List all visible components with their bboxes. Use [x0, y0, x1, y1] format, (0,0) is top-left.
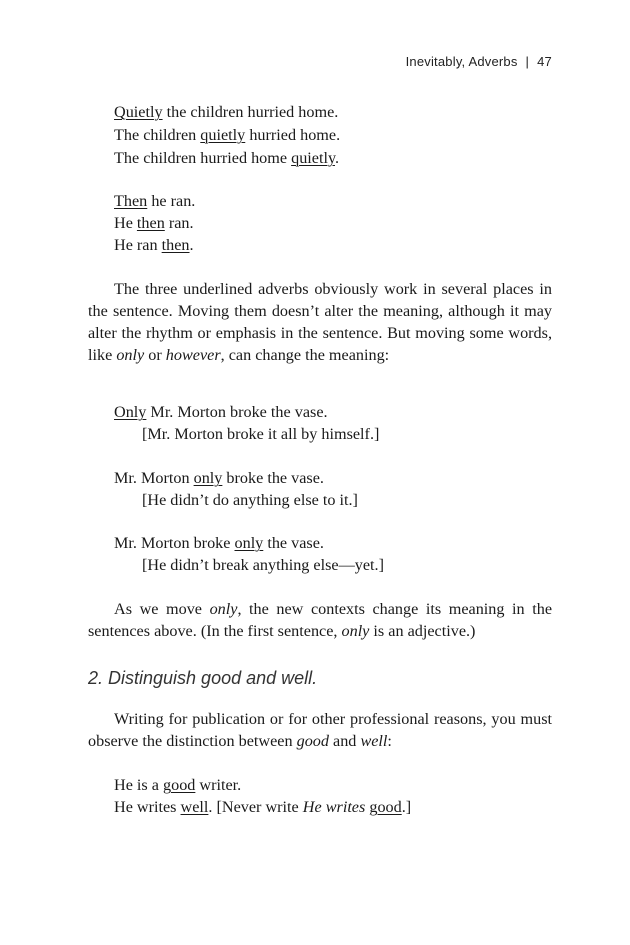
example-only-1-gloss: [Mr. Morton broke it all by himself.]	[142, 425, 380, 443]
example-quietly-2: The children quietly hurried home.	[114, 126, 341, 144]
paragraph-only-meaning: As we move only, the new contexts change its meaning in the sentences above. (In the first sentence, only is an adjective.)	[88, 600, 553, 640]
example-then-3: He ran then.	[114, 236, 194, 254]
example-then-1: Then he ran.	[114, 192, 196, 210]
example-only-3: Mr. Morton broke only the vase.	[114, 534, 324, 552]
example-only-3-gloss: [He didn’t break anything else—yet.]	[142, 556, 384, 574]
header-separator: |	[525, 54, 530, 69]
example-quietly-1: Quietly the children hurried home.	[114, 103, 339, 121]
example-good-2: He writes well. [Never write He writes good.]	[114, 798, 412, 816]
paragraph-adverb-placement: The three underlined adverbs obviously work in several places in the sentence. Moving them doesn’t alter the meaning, although it may alter the rhythm or emphasis in the sentence. But moving some words, like only or however, can change the meaning:	[88, 280, 552, 364]
page-number: 47	[537, 54, 552, 69]
example-only-1: Only Mr. Morton broke the vase.	[114, 403, 328, 421]
paragraph-good-well: Writing for publication or for other professional reasons, you must observe the distinction between good and well:	[88, 710, 552, 750]
section-heading: 2. Distinguish good and well.	[88, 668, 318, 688]
example-only-2: Mr. Morton only broke the vase.	[114, 469, 324, 487]
example-only-2-gloss: [He didn’t do anything else to it.]	[142, 491, 358, 509]
running-header-title: Inevitably, Adverbs	[405, 54, 518, 69]
example-quietly-3: The children hurried home quietly.	[114, 149, 340, 167]
example-good-1: He is a good writer.	[114, 776, 242, 794]
example-then-2: He then ran.	[114, 214, 194, 232]
running-header	[406, 54, 552, 69]
